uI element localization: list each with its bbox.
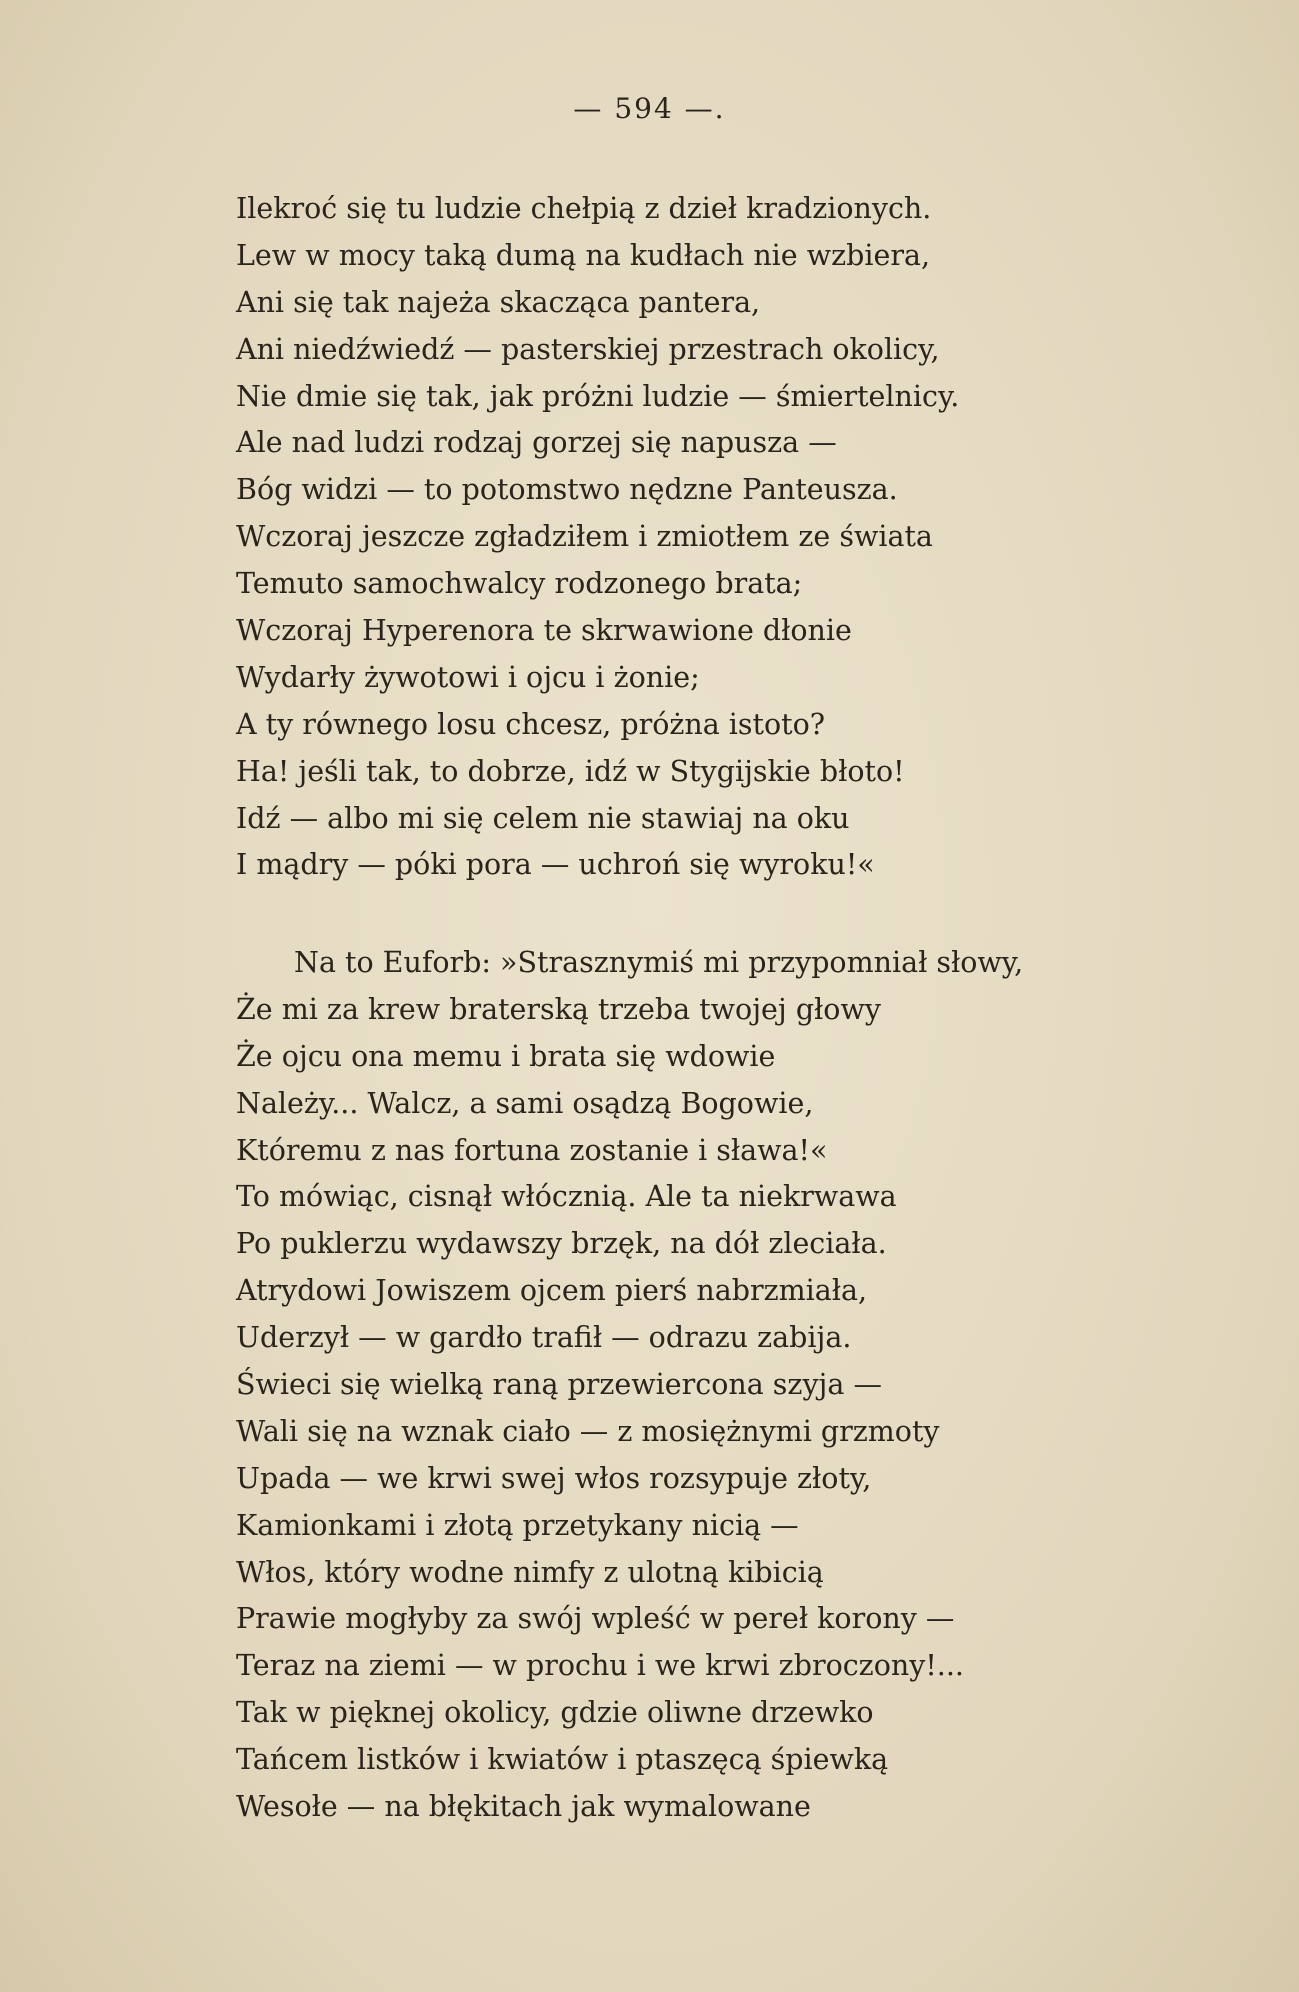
verse-line: Uderzył — w gardło trafił — odrazu zabija.: [236, 1321, 852, 1355]
verse-line: Wczoraj jeszcze zgładziłem i zmiotłem ze świata: [236, 520, 933, 554]
verse-line: Że ojcu ona memu i brata się wdowie: [236, 1039, 776, 1073]
verse-line: Po puklerzu wydawszy brzęk, na dół zleciała.: [236, 1227, 887, 1261]
verse-line: Atrydowi Jowiszem ojcem pierś nabrzmiała,: [236, 1274, 868, 1308]
verse-line: Świeci się wielką raną przewiercona szyja —: [236, 1368, 882, 1402]
verse-line: Temuto samochwalcy rodzonego brata;: [236, 567, 803, 601]
verse-line: Wczoraj Hyperenora te skrwawione dłonie: [236, 614, 852, 648]
verse-line: Nie dmie się tak, jak próżni ludzie — śmiertelnicy.: [236, 379, 960, 413]
verse-line: Lew w mocy taką dumą na kudłach nie wzbiera,: [236, 238, 931, 272]
verse-line: Idź — albo mi się celem nie stawiaj na oku: [236, 801, 850, 835]
verse-line: Któremu z nas fortuna zostanie i sława!«: [236, 1133, 828, 1167]
verse-line: Włos, który wodne nimfy z ulotną kibicią: [236, 1555, 824, 1589]
verse-line: Upada — we krwi swej włos rozsypuje złoty,: [236, 1461, 872, 1495]
verse-line: Bóg widzi — to potomstwo nędzne Panteusza.: [236, 473, 898, 507]
verse-line: Wali się na wznak ciało — z mosiężnymi grzmoty: [236, 1414, 940, 1448]
verse-line: Na to Euforb: »Strasznymiś mi przypomniał słowy,: [294, 946, 1024, 979]
verse-line: Ani się tak najeża skacząca pantera,: [236, 285, 761, 319]
verse-line: Należy... Walcz, a sami osądzą Bogowie,: [236, 1086, 814, 1120]
verse-line: Ani niedźwiedź — pasterskiej przestrach okolicy,: [236, 332, 940, 366]
verse-line: Wesołe — na błękitach jak wymalowane: [236, 1790, 811, 1824]
verse-line: Ale nad ludzi rodzaj gorzej się napusza —: [236, 426, 837, 460]
verse-line: To mówiąc, cisnął włócznią. Ale ta niekrwawa: [236, 1180, 897, 1214]
verse-line: Wydarły żywotowi i ojcu i żonie;: [236, 660, 700, 694]
verse-line: Ilekroć się tu ludzie chełpią z dzieł kradzionych.: [236, 192, 932, 225]
verse-line: Że mi za krew braterską trzeba twojej głowy: [236, 992, 881, 1026]
page-number: — 594 —.: [573, 92, 726, 125]
verse-line: I mądry — póki pora — uchroń się wyroku!«: [236, 848, 875, 882]
verse-stanza-2: [236, 940, 1023, 1831]
verse-line: Kamionkami i złotą przetykany nicią —: [236, 1508, 799, 1542]
verse-line: Teraz na ziemi — w prochu i we krwi zbroczony!...: [236, 1649, 964, 1683]
verse-line: Tak w pięknej okolicy, gdzie oliwne drzewko: [236, 1696, 874, 1730]
verse-line: Tańcem listków i kwiatów i ptaszęcą śpiewką: [236, 1743, 889, 1777]
verse-line: A ty równego losu chcesz, próżna istoto?: [236, 707, 826, 741]
verse-stanza-1: [236, 186, 959, 889]
verse-line: Ha! jeśli tak, to dobrze, idź w Stygijskie błoto!: [236, 754, 905, 788]
verse-line: Prawie mogłyby za swój wpleść w pereł korony —: [236, 1602, 955, 1636]
